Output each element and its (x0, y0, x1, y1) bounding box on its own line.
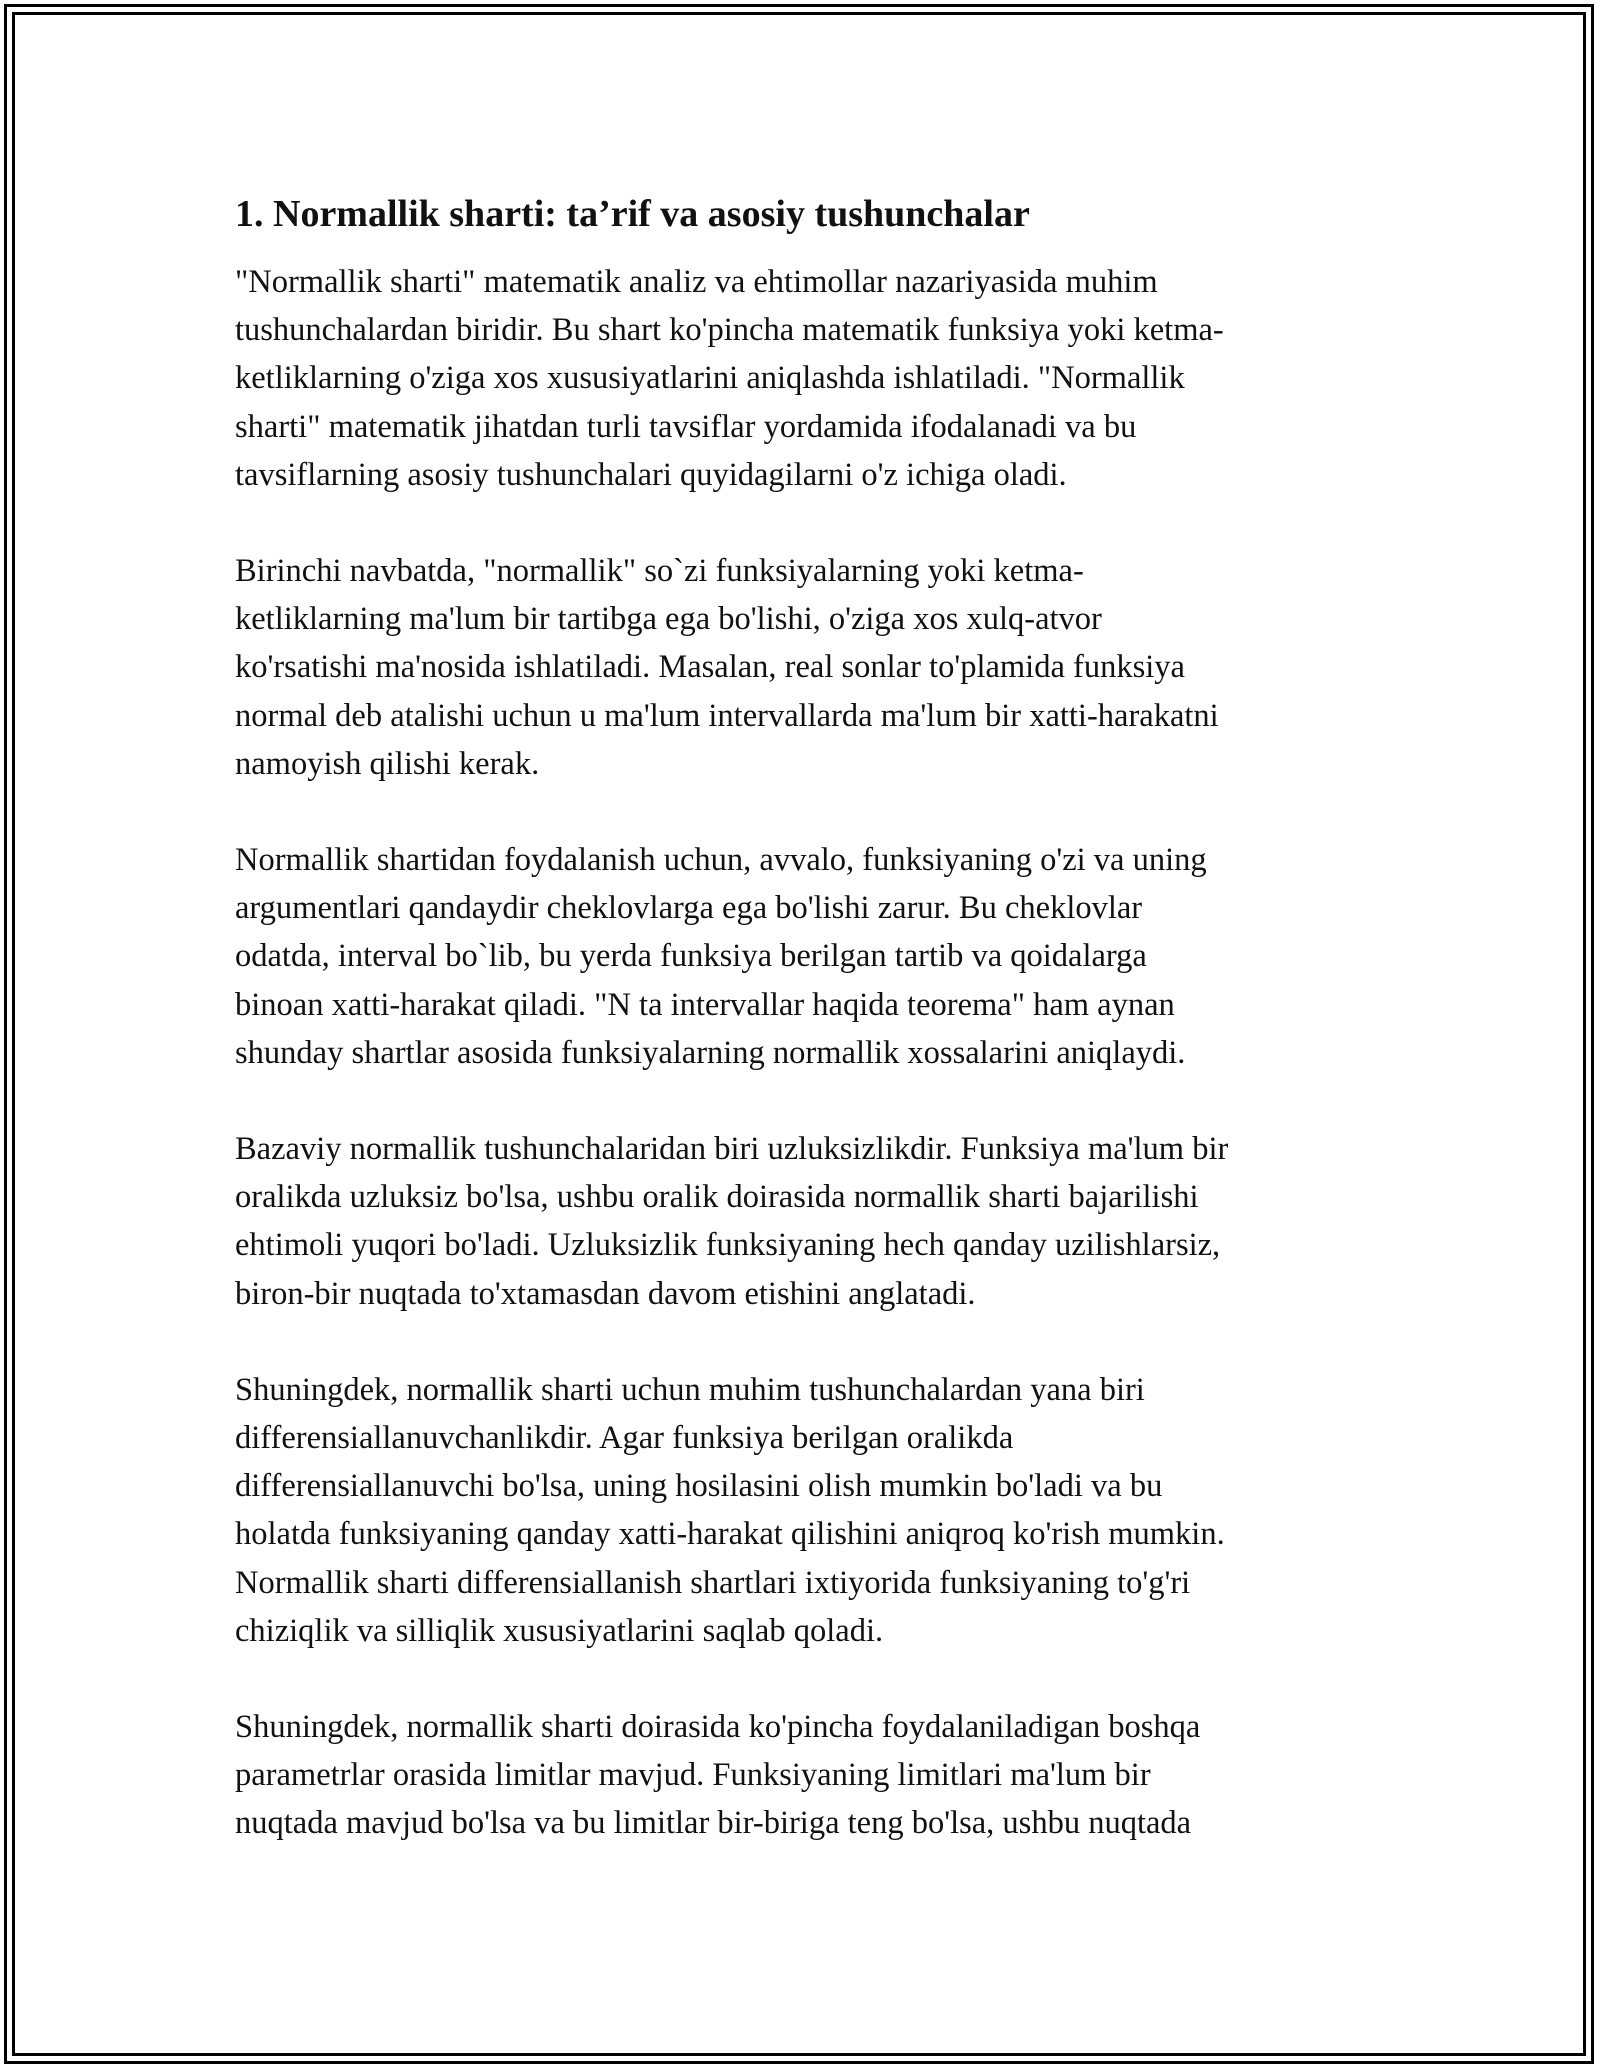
text-line: Normallik sharti differensiallanish shartlari ixtiyorida funksiyaning to'g'ri (235, 1564, 1191, 1601)
text-line: ketliklarning ma'lum bir tartibga ega bo'lishi, o'ziga xos xulq-atvor (235, 601, 1102, 638)
paragraph-definition (235, 258, 1385, 499)
document-body (235, 188, 1385, 1848)
text-line: Shuningdek, normallik sharti doirasida ko'pincha foydalaniladigan boshqa (235, 1709, 1201, 1746)
text-line: holatda funksiyaning qanday xatti-harakat qilishini aniqroq ko'rish mumkin. (235, 1516, 1225, 1553)
text-line: differensiallanuvchanlikdir. Agar funksiya berilgan oralikda (235, 1420, 1014, 1457)
paragraph-differentiability (235, 1366, 1385, 1655)
text-line: namoyish qilishi kerak. (235, 745, 540, 782)
text-line: oralikda uzluksiz bo'lsa, ushbu oralik doirasida normallik sharti bajarilishi (235, 1179, 1199, 1216)
text-line: differensiallanuvchi bo'lsa, uning hosilasini olish mumkin bo'ladi va bu (235, 1468, 1163, 1505)
text-line: normal deb atalishi uchun u ma'lum intervallarda ma'lum bir xatti-harakatni (235, 697, 1219, 734)
text-line: Birinchi navbatda, "normallik" so`zi funksiyalarning yoki ketma- (235, 553, 1084, 590)
paragraph-continuity (235, 1125, 1385, 1318)
text-line: Bazaviy normallik tushunchalaridan biri uzluksizlikdir. Funksiya ma'lum bir (235, 1131, 1229, 1168)
text-line: ketliklarning o'ziga xos xususiyatlarini aniqlashda ishlatiladi. "Normallik (235, 360, 1185, 397)
text-line: "Normallik sharti" matematik analiz va ehtimollar nazariyasida muhim (235, 264, 1158, 300)
text-line: chiziqlik va silliqlik xususiyatlarini saqlab qoladi. (235, 1612, 884, 1649)
text-line: argumentlari qandaydir cheklovlarga ega bo'lishi zarur. Bu cheklovlar (235, 890, 1143, 927)
paragraph-constraints (235, 836, 1385, 1077)
text-line: binoan xatti-harakat qiladi. "N ta intervallar haqida teorema" ham aynan (235, 986, 1175, 1023)
text-line: tushunchalardan biridir. Bu shart ko'pincha matematik funksiya yoki ketma- (235, 312, 1224, 349)
text-line: shunday shartlar asosida funksiyalarning normallik xossalarini aniqlaydi. (235, 1034, 1186, 1071)
text-line: sharti" matematik jihatdan turli tavsiflar yordamida ifodalanadi va bu (235, 408, 1137, 445)
text-line: nuqtada mavjud bo'lsa va bu limitlar bir-biriga teng bo'lsa, ushbu nuqtada (235, 1805, 1192, 1842)
text-line: tavsiflarning asosiy tushunchalari quyidagilarni o'z ichiga oladi. (235, 456, 1067, 493)
text-line: ehtimoli yuqori bo'ladi. Uzluksizlik funksiyaning hech qanday uzilishlarsiz, (235, 1227, 1221, 1264)
text-line: Normallik shartidan foydalanish uchun, avvalo, funksiyaning o'zi va uning (235, 842, 1207, 879)
text-line: biron-bir nuqtada to'xtamasdan davom etishini anglatadi. (235, 1275, 976, 1312)
text-line: parametrlar orasida limitlar mavjud. Funksiyaning limitlari ma'lum bir (235, 1757, 1151, 1794)
section-heading: 1. Normallik sharti: ta’rif va asosiy tushunchalar (235, 193, 1030, 235)
paragraph-meaning (235, 547, 1385, 788)
text-line: Shuningdek, normallik sharti uchun muhim tushunchalardan yana biri (235, 1371, 1145, 1408)
text-line: odatda, interval bo`lib, bu yerda funksiya berilgan tartib va qoidalarga (235, 938, 1147, 975)
text-line: ko'rsatishi ma'nosida ishlatiladi. Masalan, real sonlar to'plamida funksiya (235, 649, 1185, 686)
paragraph-limits (235, 1703, 1385, 1848)
